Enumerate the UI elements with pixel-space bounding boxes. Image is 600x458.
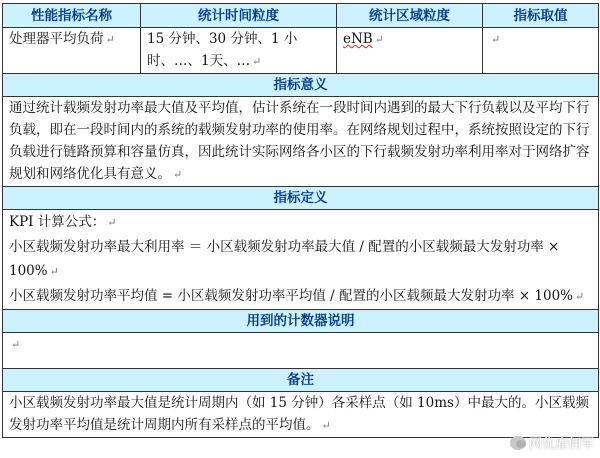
definition-body-row (3, 210, 599, 310)
paragraph-mark-icon: ↵ (575, 290, 585, 303)
counters-body (3, 333, 599, 369)
time-granularity-cell (141, 28, 337, 74)
counters-body-row (3, 333, 599, 369)
header-metric-name: 性能指标名称 (3, 4, 141, 28)
meaning-text: 通过统计载频发射功率最大值及平均值，估计系统在一段时间内遇到的最大下行负载以及平均下行负载，即在一段时间内的系统的载频发射功率的使用率。在网络规划过程中，系统按照设定的下行负载进行链路预算和容量仿真，因此统计实际网络各小区的下行载频发射功率利用率对于网络扩容规划和网络优化具有意义。 (9, 100, 590, 182)
notes-title: 备注 (3, 369, 599, 392)
paragraph-mark-icon: ↵ (11, 338, 21, 351)
paragraph-mark-icon: ↵ (252, 55, 262, 68)
definition-line-1 (9, 210, 592, 235)
paragraph-mark-icon: ↵ (491, 33, 501, 46)
paragraph-mark-icon: ↵ (374, 33, 384, 46)
meaning-body (3, 97, 599, 187)
definition-line-3-text: 小区载频发射功率平均值 = 小区载频发射功率平均值 / 配置的小区载频最大发射功率 × 100% (9, 288, 574, 304)
definition-title-row (3, 187, 599, 210)
wechat-icon (510, 436, 526, 450)
definition-title: 指标定义 (3, 187, 599, 210)
kpi-table (2, 3, 599, 438)
paragraph-mark-icon: ↵ (107, 216, 117, 229)
notes-body (3, 392, 599, 438)
time-granularity: 15 分钟、30 分钟、1 小时、…、1天、… (147, 31, 298, 69)
header-metric-value: 指标取值 (483, 4, 599, 28)
area-granularity: eNB (343, 31, 373, 47)
meaning-title: 指标意义 (3, 74, 599, 97)
paragraph-mark-icon: ↵ (321, 419, 331, 432)
watermark (510, 433, 594, 452)
notes-title-row (3, 369, 599, 392)
paragraph-mark-icon: ↵ (49, 265, 59, 278)
definition-body (3, 210, 599, 310)
definition-line-1-text: KPI 计算公式： (9, 214, 106, 230)
definition-line-3 (9, 284, 592, 309)
metric-row (3, 28, 599, 74)
notes-body-row (3, 392, 599, 438)
counters-title-row (3, 310, 599, 333)
definition-line-2-text: 小区载频发射功率最大利用率 ＝ 小区载频发射功率最大值 / 配置的小区载频最大发射功率 × 100% (9, 239, 560, 279)
header-row (3, 4, 599, 28)
meaning-body-row (3, 97, 599, 187)
meaning-title-row (3, 74, 599, 97)
metric-name: 处理器平均负荷 (9, 31, 104, 47)
area-granularity-cell (337, 28, 483, 74)
metric-value-cell (483, 28, 599, 74)
header-area-granularity: 统计区域粒度 (337, 4, 483, 28)
paragraph-mark-icon: ↵ (173, 168, 183, 181)
watermark-text: 网优雇佣军 (528, 437, 594, 452)
metric-name-cell (3, 28, 141, 74)
counters-title: 用到的计数器说明 (3, 310, 599, 333)
paragraph-mark-icon: ↵ (105, 33, 115, 46)
notes-text: 小区载频发射功率最大值是统计周期内（如 15 分钟）各采样点（如 10ms）中最大的。小区载频发射功率平均值是统计周期内所有采样点的平均值。 (9, 395, 589, 433)
header-time-granularity: 统计时间粒度 (141, 4, 337, 28)
definition-line-2 (9, 235, 592, 284)
kpi-document (2, 3, 598, 455)
